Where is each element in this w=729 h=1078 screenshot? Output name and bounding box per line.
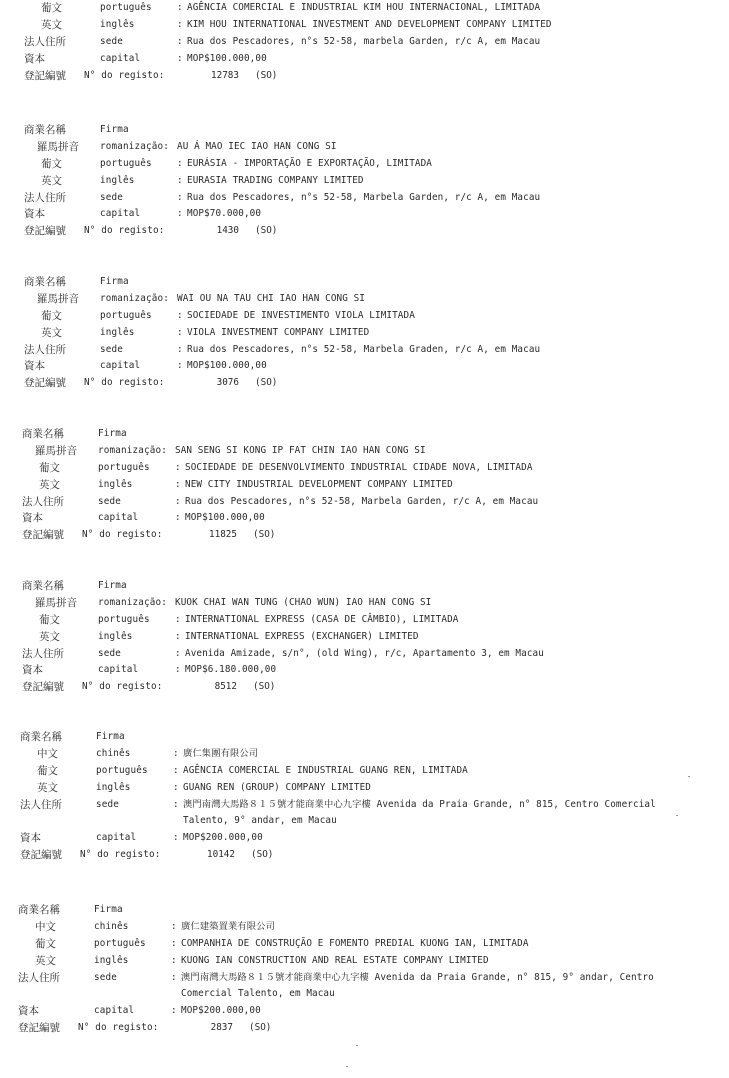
field-value: NEW CITY INDUSTRIAL DEVELOPMENT COMPANY LIMITED <box>185 478 453 490</box>
label-chinese: 葡文 <box>35 937 56 950</box>
label-portuguese: português <box>94 937 146 949</box>
field-row-sede <box>24 342 700 359</box>
label-chinese: 登記編號 <box>20 849 62 862</box>
field-row-portugues <box>22 460 700 477</box>
field-value: Avenida Amizade, s/n°, (old Wing), r/c, Apartamento 3, em Macau <box>185 647 544 659</box>
label-portuguese: português <box>100 157 152 169</box>
colon-separator: : <box>175 495 181 507</box>
field-value: KUONG IAN CONSTRUCTION AND REAL ESTATE COMPANY LIMITED <box>181 954 489 966</box>
label-chinese: 商業名稱 <box>24 124 66 136</box>
registo-suffix: (SO) <box>253 681 276 693</box>
field-row-sede <box>20 797 700 831</box>
company-record <box>24 122 700 240</box>
colon-separator: : <box>177 2 183 13</box>
field-value: COMPANHIA DE CONSTRUÇÃO E FOMENTO PREDIAL KUONG IAN, LIMITADA <box>181 937 529 949</box>
company-record <box>22 426 700 544</box>
label-portuguese: chinês <box>96 747 131 759</box>
field-row-capital <box>24 206 700 223</box>
registration-number <box>197 679 275 696</box>
label-portuguese: Firma <box>98 428 127 439</box>
registo-suffix: (SO) <box>255 69 278 81</box>
field-value: MOP$100.000,00 <box>185 512 265 524</box>
label-portuguese: romanização: <box>100 140 169 152</box>
label-chinese: 商業名稱 <box>24 276 66 288</box>
colon-separator: : <box>177 157 183 169</box>
field-value: SOCIEDADE DE INVESTIMENTO VIOLA LIMITADA <box>187 309 415 321</box>
colon-separator: : <box>175 647 181 659</box>
registo-value: 8512 <box>214 681 237 693</box>
registration-number <box>193 1020 271 1037</box>
field-row-registo <box>20 847 700 864</box>
field-value: WAI OU NA TAU CHI IAO HAN CONG SI <box>177 292 366 304</box>
colon-separator: : <box>177 35 183 47</box>
label-chinese: 英文 <box>39 478 60 491</box>
field-row-sede <box>24 34 700 51</box>
label-chinese: 資本 <box>20 832 41 845</box>
field-row-romanizacao <box>24 291 700 308</box>
field-row-sede <box>22 494 700 511</box>
field-row-romanizacao <box>22 595 700 612</box>
field-row-ingles <box>18 953 700 970</box>
label-portuguese: Firma <box>100 124 129 135</box>
label-chinese: 登記編號 <box>18 1022 60 1035</box>
label-chinese: 登記編號 <box>24 69 66 82</box>
registo-value: 2837 <box>210 1022 233 1034</box>
registration-number <box>199 68 277 85</box>
field-value: 廣仁建築置業有限公司 <box>181 920 275 932</box>
label-chinese: 資本 <box>18 1005 39 1018</box>
registration-number <box>199 375 277 392</box>
company-record <box>20 729 700 864</box>
field-row-ingles <box>20 780 700 797</box>
label-chinese: 葡文 <box>39 461 60 474</box>
label-portuguese: capital <box>98 512 139 524</box>
field-value: AU Á MAO IEC IAO HAN CONG SI <box>177 140 337 152</box>
field-row-capital <box>18 1003 700 1020</box>
label-portuguese: sede <box>94 971 117 983</box>
registo-suffix: (SO) <box>251 849 274 861</box>
label-chinese: 資本 <box>24 52 45 65</box>
field-row-capital <box>20 830 700 847</box>
field-row-registo <box>22 679 700 696</box>
field-row-firma <box>22 578 700 595</box>
label-portuguese: Firma <box>98 580 127 591</box>
label-chinese: 資本 <box>22 512 43 525</box>
colon-separator: : <box>175 478 181 490</box>
field-value: EURÁSIA - IMPORTAÇÃO E EXPORTAÇÃO, LIMITADA <box>187 157 432 169</box>
colon-separator: : <box>173 764 179 776</box>
label-portuguese: Firma <box>94 904 123 915</box>
field-row-firma <box>22 426 700 443</box>
label-chinese: 英文 <box>37 781 58 794</box>
field-row-registo <box>22 527 700 544</box>
colon-separator: : <box>177 326 183 338</box>
field-row-capital <box>22 662 700 679</box>
field-row-registo <box>24 68 700 85</box>
label-portuguese: sede <box>100 35 123 47</box>
field-row-ingles <box>22 629 700 646</box>
registo-suffix: (SO) <box>253 529 276 541</box>
field-row-registo <box>24 223 700 240</box>
colon-separator: : <box>177 343 183 355</box>
field-row-portugues <box>20 763 700 780</box>
field-row-registo <box>18 1020 700 1037</box>
label-portuguese: N° do registo: <box>82 681 163 693</box>
field-row-firma <box>24 122 700 139</box>
colon-separator: : <box>171 1005 177 1017</box>
label-chinese: 葡文 <box>37 764 58 777</box>
field-row-sede <box>18 970 700 1004</box>
colon-separator: : <box>177 309 183 321</box>
label-chinese: 法人住所 <box>24 191 66 204</box>
label-portuguese: português <box>96 764 148 776</box>
label-portuguese: romanização: <box>100 292 169 304</box>
label-chinese: 登記編號 <box>24 225 66 238</box>
label-chinese: 葡文 <box>41 157 62 170</box>
registration-number <box>197 527 275 544</box>
label-chinese: 法人住所 <box>20 798 62 811</box>
label-portuguese: inglês <box>100 18 135 30</box>
colon-separator: : <box>173 798 179 810</box>
colon-separator: : <box>173 832 179 844</box>
colon-separator: : <box>177 18 183 30</box>
colon-separator: : <box>177 360 183 372</box>
label-portuguese: português <box>98 461 150 473</box>
label-chinese: 英文 <box>41 174 62 187</box>
label-chinese: 法人住所 <box>22 495 64 508</box>
field-value: MOP$70.000,00 <box>187 208 262 220</box>
scan-speck <box>676 815 678 816</box>
field-row-ingles <box>22 477 700 494</box>
label-chinese: 英文 <box>39 630 60 643</box>
field-row-chines <box>20 746 700 763</box>
scan-speck <box>356 1045 358 1046</box>
field-value: MOP$200.000,00 <box>183 832 263 844</box>
field-value: KUOK CHAI WAN TUNG (CHAO WUN) IAO HAN CONG SI <box>175 596 432 608</box>
field-value: Rua dos Pescadores, n°s 52-58, Marbela Garden, r/c A, em Macau <box>187 191 541 203</box>
field-row-ingles <box>24 325 700 342</box>
label-portuguese: sede <box>96 798 119 810</box>
registo-suffix: (SO) <box>255 225 278 237</box>
field-row-portugues <box>24 156 700 173</box>
field-row-firma <box>18 902 700 919</box>
label-portuguese: Firma <box>100 276 129 287</box>
field-value: Rua dos Pescadores, n°s 52-58, Marbela Graden, r/c A, em Macau <box>187 343 541 355</box>
field-row-sede <box>24 190 700 207</box>
field-value: 澳門南灣大馬路８１５號才能商業中心九字樓 Avenida da Praia Grande, n° 815, 9° andar, Centro Comercial Talento, em Macau <box>181 971 654 1000</box>
label-portuguese: Firma <box>96 731 125 742</box>
colon-separator: : <box>175 512 181 524</box>
registo-suffix: (SO) <box>255 377 278 389</box>
label-chinese: 商業名稱 <box>22 580 64 592</box>
field-row-firma <box>20 729 700 746</box>
field-value: SOCIEDADE DE DESENVOLVIMENTO INDUSTRIAL CIDADE NOVA, LIMITADA <box>185 461 533 473</box>
field-row-ingles <box>24 17 700 34</box>
label-portuguese: romanização: <box>98 596 167 608</box>
label-portuguese: capital <box>94 1005 135 1017</box>
company-record <box>18 902 700 1037</box>
field-row-capital <box>24 51 700 68</box>
field-value: 廣仁集團有限公司 <box>183 747 259 759</box>
label-portuguese: inglês <box>96 781 131 793</box>
label-chinese: 羅馬拼音 <box>37 140 79 153</box>
label-portuguese: português <box>98 613 150 625</box>
registo-value: 10142 <box>207 849 235 861</box>
registo-value: 11825 <box>209 529 237 541</box>
label-portuguese: capital <box>96 832 137 844</box>
registo-suffix: (SO) <box>249 1022 272 1034</box>
label-chinese: 登記編號 <box>24 377 66 390</box>
label-chinese: 法人住所 <box>24 35 66 48</box>
label-chinese: 登記編號 <box>22 681 64 694</box>
colon-separator: : <box>171 937 177 949</box>
label-portuguese: capital <box>98 664 139 676</box>
scan-speck <box>346 1066 348 1067</box>
field-value: GUANG REN (GROUP) COMPANY LIMITED <box>183 781 372 793</box>
label-chinese: 羅馬拼音 <box>35 444 77 457</box>
label-portuguese: N° do registo: <box>80 849 161 861</box>
label-portuguese: português <box>100 309 152 321</box>
field-row-portugues <box>24 308 700 325</box>
label-chinese: 羅馬拼音 <box>37 292 79 305</box>
label-portuguese: N° do registo: <box>82 529 163 541</box>
field-value: Rua dos Pescadores, n°s 52-58, Marbela Garden, r/c A, em Macau <box>185 495 539 507</box>
label-portuguese: N° do registo: <box>78 1022 159 1034</box>
label-chinese: 英文 <box>41 18 62 31</box>
label-portuguese: inglês <box>98 630 133 642</box>
registo-value: 3076 <box>216 377 239 389</box>
field-row-chines <box>18 919 700 936</box>
label-chinese: 羅馬拼音 <box>35 596 77 609</box>
field-value: VIOLA INVESTMENT COMPANY LIMITED <box>187 326 370 338</box>
registration-number <box>199 223 277 240</box>
label-chinese: 資本 <box>24 360 45 373</box>
field-row-capital <box>24 358 700 375</box>
label-chinese: 中文 <box>35 920 56 933</box>
label-portuguese: N° do registo: <box>84 377 165 389</box>
field-row-portugues <box>24 0 700 17</box>
field-value: Rua dos Pescadores, n°s 52-58, marbela Garden, r/c A, em Macau <box>187 35 541 47</box>
label-portuguese: inglês <box>98 478 133 490</box>
colon-separator: : <box>173 747 179 759</box>
registo-value: 1430 <box>216 225 239 237</box>
label-chinese: 法人住所 <box>18 971 60 984</box>
label-portuguese: capital <box>100 52 141 64</box>
field-value: MOP$6.180.000,00 <box>185 664 277 676</box>
label-portuguese: chinês <box>94 920 129 932</box>
scan-speck <box>688 776 690 777</box>
field-value: AGÊNCIA COMERCIAL E INDUSTRIAL GUANG REN, LIMITADA <box>183 764 468 776</box>
field-value: INTERNATIONAL EXPRESS (EXCHANGER) LIMITED <box>185 630 419 642</box>
colon-separator: : <box>171 920 177 932</box>
label-portuguese: sede <box>98 647 121 659</box>
field-value: KIM HOU INTERNATIONAL INVESTMENT AND DEVELOPMENT COMPANY LIMITED <box>187 18 552 30</box>
label-chinese: 中文 <box>37 747 58 760</box>
label-chinese: 英文 <box>35 954 56 967</box>
label-portuguese: sede <box>100 343 123 355</box>
label-portuguese: sede <box>100 191 123 203</box>
registo-value: 12783 <box>211 69 239 81</box>
field-value: AGÊNCIA COMERCIAL E INDUSTRIAL KIM HOU INTERNACIONAL, LIMITADA <box>187 2 541 13</box>
colon-separator: : <box>173 781 179 793</box>
colon-separator: : <box>175 630 181 642</box>
label-portuguese: sede <box>98 495 121 507</box>
field-value: SAN SENG SI KONG IP FAT CHIN IAO HAN CONG SI <box>175 444 426 456</box>
field-row-capital <box>22 510 700 527</box>
label-portuguese: N° do registo: <box>84 225 165 237</box>
label-chinese: 葡文 <box>39 613 60 626</box>
label-chinese: 葡文 <box>41 309 62 322</box>
label-portuguese: N° do registo: <box>84 69 165 81</box>
colon-separator: : <box>177 174 183 186</box>
label-portuguese: português <box>100 2 152 13</box>
field-row-portugues <box>22 612 700 629</box>
colon-separator: : <box>175 664 181 676</box>
field-row-romanizacao <box>24 139 700 156</box>
colon-separator: : <box>175 461 181 473</box>
label-chinese: 資本 <box>24 208 45 221</box>
field-row-registo <box>24 375 700 392</box>
label-portuguese: romanização: <box>98 444 167 456</box>
field-row-firma <box>24 274 700 291</box>
label-chinese: 葡文 <box>41 2 62 14</box>
colon-separator: : <box>177 208 183 220</box>
label-portuguese: inglês <box>100 326 135 338</box>
field-value: EURASIA TRADING COMPANY LIMITED <box>187 174 364 186</box>
label-chinese: 法人住所 <box>24 343 66 356</box>
label-chinese: 英文 <box>41 326 62 339</box>
colon-separator: : <box>177 52 183 64</box>
label-chinese: 商業名稱 <box>22 428 64 440</box>
field-row-romanizacao <box>22 443 700 460</box>
field-value: INTERNATIONAL EXPRESS (CASA DE CÂMBIO), LIMITADA <box>185 613 459 625</box>
field-value: MOP$100.000,00 <box>187 52 267 64</box>
colon-separator: : <box>171 954 177 966</box>
label-portuguese: capital <box>100 360 141 372</box>
colon-separator: : <box>175 613 181 625</box>
label-portuguese: inglês <box>94 954 129 966</box>
field-value: MOP$100.000,00 <box>187 360 267 372</box>
colon-separator: : <box>177 191 183 203</box>
field-row-portugues <box>18 936 700 953</box>
colon-separator: : <box>171 971 177 983</box>
label-chinese: 登記編號 <box>22 529 64 542</box>
field-value: 澳門南灣大馬路８１５號才能商業中心九字樓 Avenida da Praia Grande, n° 815, Centro Comercial Talento, 9° andar, em Macau <box>183 798 656 827</box>
company-record <box>24 0 700 84</box>
field-row-sede <box>22 646 700 663</box>
label-chinese: 商業名稱 <box>18 904 60 916</box>
field-value: MOP$200.000,00 <box>181 1005 261 1017</box>
label-chinese: 資本 <box>22 664 43 677</box>
company-record <box>24 274 700 392</box>
company-record <box>22 578 700 696</box>
label-portuguese: capital <box>100 208 141 220</box>
label-chinese: 法人住所 <box>22 647 64 660</box>
registration-number <box>195 847 273 864</box>
field-row-ingles <box>24 173 700 190</box>
label-portuguese: inglês <box>100 174 135 186</box>
label-chinese: 商業名稱 <box>20 731 62 743</box>
